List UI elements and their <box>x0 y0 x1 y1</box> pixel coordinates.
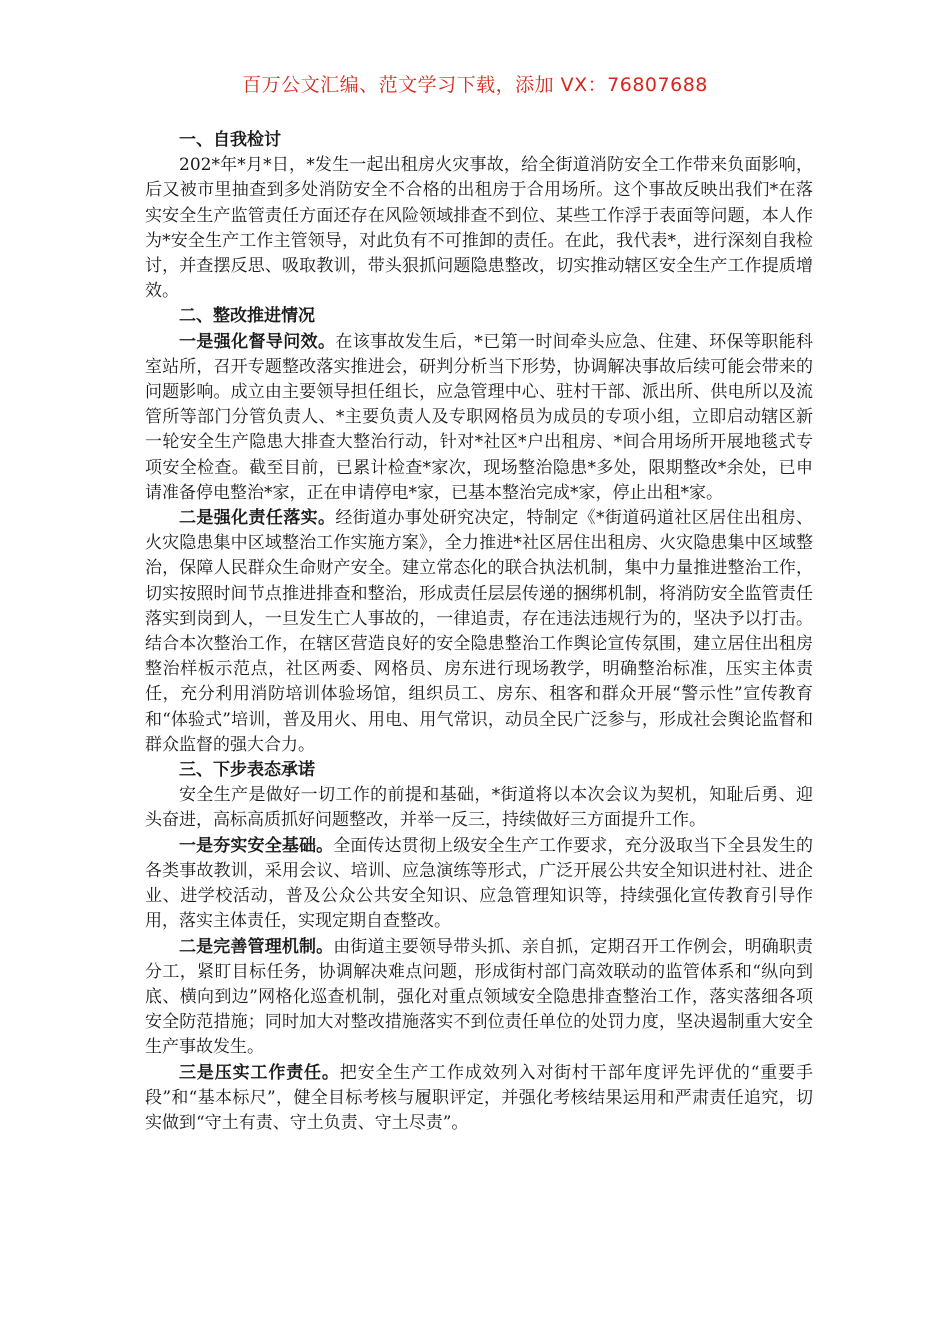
paragraph-lead: 二是完善管理机制。 <box>179 936 334 957</box>
paragraph-lead: 一是强化督导问效。 <box>179 331 336 352</box>
paragraph <box>145 935 813 1061</box>
paragraph: 202*年*月*日，*发生一起出租房火灾事故，给全街道消防安全工作带来负面影响，后又被市里抽查到多处消防安全不合格的出租房于合用场所。这个事故反映出我们*在落实安全生产监管责任方面还存在风险领域排查不到位、某些工作浮于表面等问题，本人作为*安全生产工作主管领导，对此负有不可推卸的责任。在此，我代表*，进行深刻自我检讨，并查摆反思、吸取教训，带头狠抓问题隐患整改，切实推动辖区安全生产工作提质增效。 <box>145 155 813 302</box>
paragraph <box>145 330 813 506</box>
section-heading-rectification: 二、整改推进情况 <box>179 306 315 327</box>
paragraph-body: 全面传达贯彻上级安全生产工作要求，充分汲取当下全县发生的各类事故教训，采用会议、培训、应急演练等形式，广泛开展公共安全知识进村社、进企业、进学校活动，普及公众公共安全知识、应急管理知识等，持续强化宣传教育引导作用，落实主体责任，实现定期自查整改。 <box>145 835 813 932</box>
paragraph <box>145 834 813 935</box>
watermark-banner: 百万公文汇编、范文学习下载，添加 VX：76807688 <box>242 74 708 96</box>
document-body <box>145 128 813 1136</box>
section-heading-commitment: 三、下步表态承诺 <box>179 760 315 781</box>
paragraph-lead: 二是强化责任落实。 <box>179 508 336 529</box>
paragraph-body: 把安全生产工作成效列入对街村干部年度评先评优的“重要手段”和“基本标尺”，健全目标考核与履职评定，并强化考核结果运用和严肃责任追究，切实做到“守土有责、守土负责、守土尽责”。 <box>145 1062 813 1133</box>
section-heading-self-review: 一、自我检讨 <box>179 130 281 150</box>
paragraph: 安全生产是做好一切工作的前提和基础，*街道将以本次会议为契机，知耻后勇、迎头奋进，高标高质抓好问题整改，并举一反三，持续做好三方面提升工作。 <box>145 785 813 831</box>
paragraph-body: 经街道办事处研究决定，特制定《*街道码道社区居住出租房、火灾隐患集中区域整治工作实施方案》，全力推进*社区居住出租房、火灾隐患集中区域整治，保障人民群众生命财产安全。建立常态化的联合执法机制，集中力量推进整治工作，切实按照时间节点推进排查和整治，形成责任层层传递的捆绑机制，将消防安全监管责任落实到岗到人，一旦发生亡人事故的，一律追责，存在违法违规行为的，坚决予以打击。结合本次整治工作，在辖区营造良好的安全隐患整治工作舆论宣传氛围，建立居住出租房整治样板示范点，社区两委、网格员、房东进行现场教学，明确整治标准，压实主体责任，充分利用消防培训体验场馆，组织员工、房东、租客和群众开展“警示性”宣传教育和“体验式”培训，普及用火、用电、用气常识，动员全民广泛参与，形成社会舆论监督和群众监督的强大合力。 <box>145 508 813 755</box>
paragraph <box>145 506 813 758</box>
paragraph <box>145 1061 813 1137</box>
paragraph-lead: 一是夯实安全基础。 <box>179 835 334 856</box>
paragraph-body: 由街道主要领导带头抓、亲自抓，定期召开工作例会，明确职责分工，紧盯目标任务，协调解决难点问题，形成街村部门高效联动的监管体系和“纵向到底、横向到边”网格化巡查机制，强化对重点领域安全隐患排查整治工作，落实落细各项安全防范措施；同时加大对整改措施落实不到位责任单位的处罚力度，坚决遏制重大安全生产事故发生。 <box>145 936 813 1058</box>
paragraph-lead: 三是压实工作责任。 <box>179 1062 340 1083</box>
paragraph-body: 在该事故发生后，*已第一时间牵头应急、住建、环保等职能科室站所，召开专题整改落实推进会，研判分析当下形势，协调解决事故后续可能会带来的问题影响。成立由主要领导担任组长，应急管理中心、驻村干部、派出所、供电所以及流管所等部门分管负责人、*主要负责人及专职网格员为成员的专项小组，立即启动辖区新一轮安全生产隐患大排查大整治行动，针对*社区*户出租房、*间合用场所开展地毯式专项安全检查。截至目前，已累计检查*家次，现场整治隐患*多处，限期整改*余处，已申请准备停电整治*家，正在申请停电*家，已基本整治完成*家，停止出租*家。 <box>145 331 813 503</box>
